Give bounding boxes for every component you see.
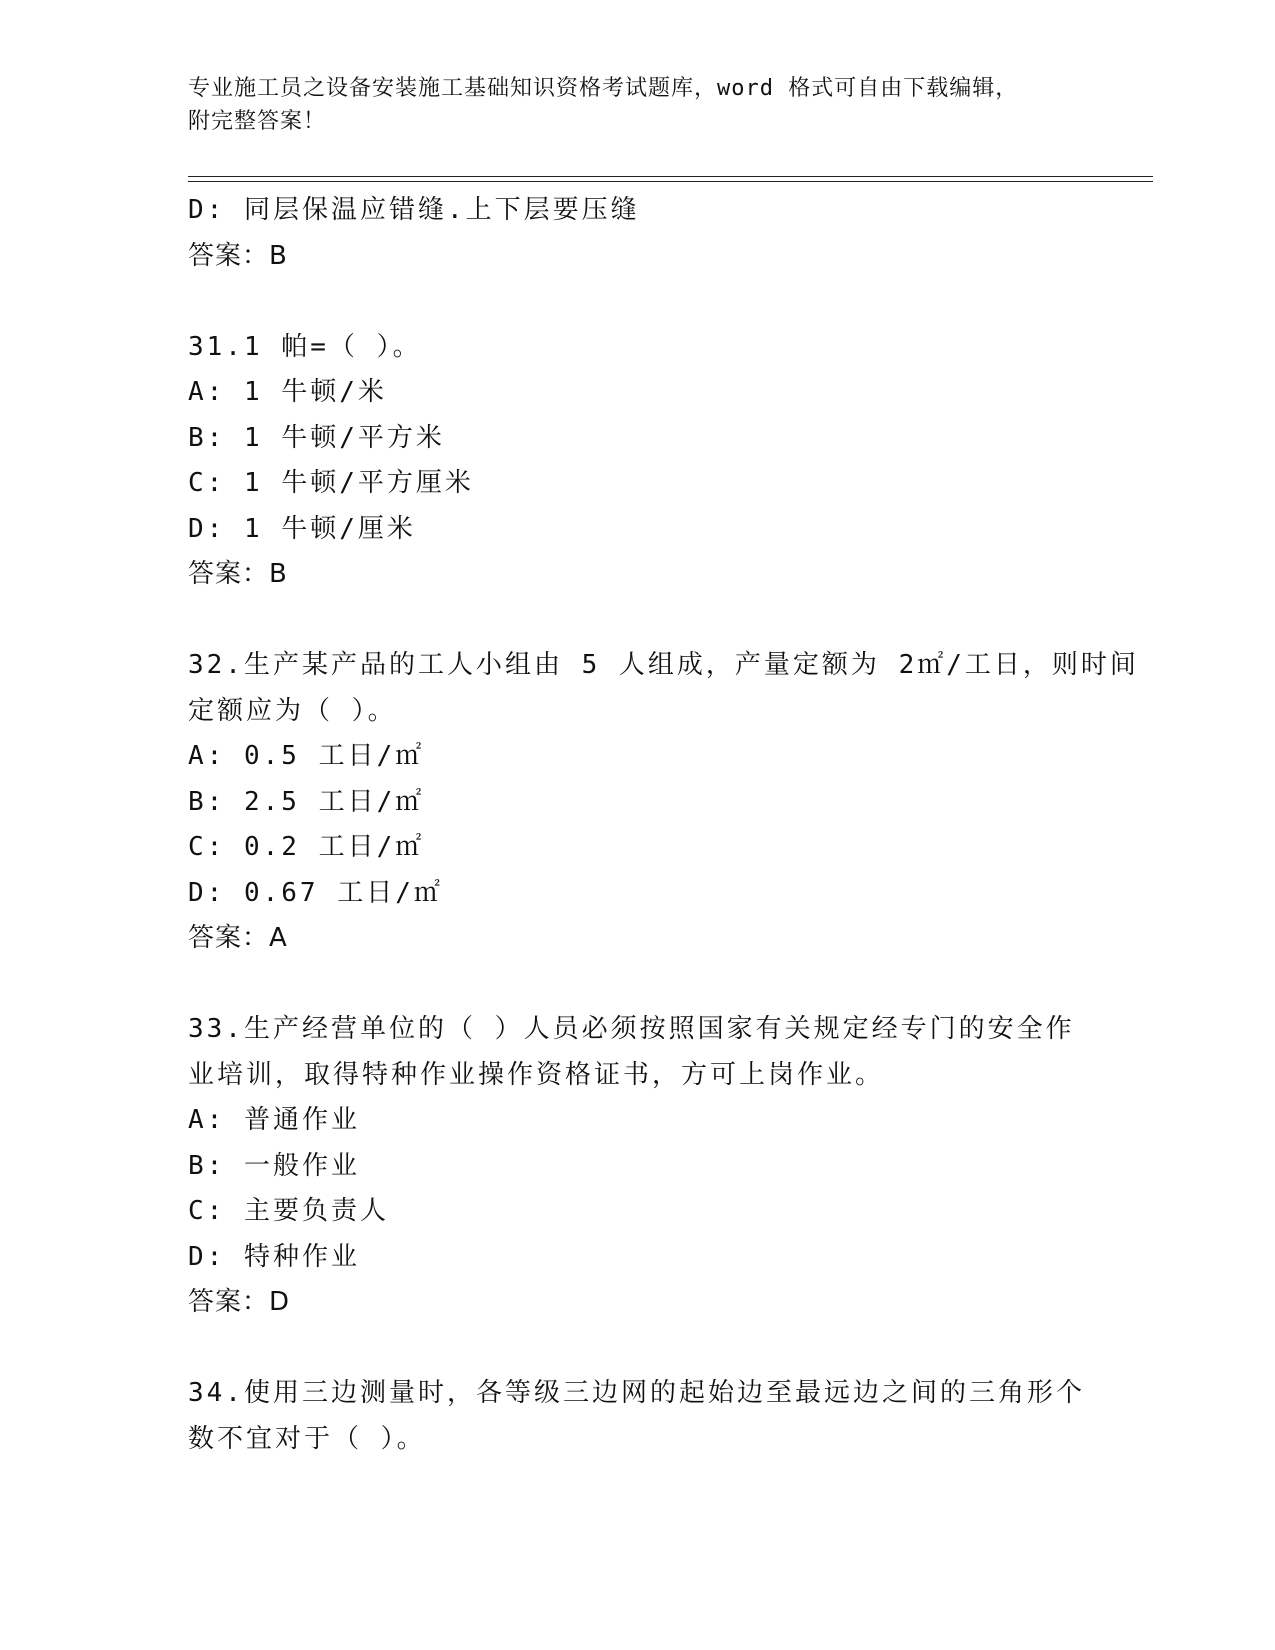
option-a: A: 1 牛顿/米 [188,377,387,407]
question-33 [188,1007,1088,1326]
spacer [188,598,1088,644]
option-c: C: 1 牛顿/平方厘米 [188,468,474,498]
option-d: D: 特种作业 [188,1241,360,1272]
carryover-answer: 答案：B [188,240,288,271]
option-a: A: 0.5 工日/㎡ [188,741,425,771]
question-stem-line-1: 33.生产经营单位的（ ）人员必须按照国家有关规定经专门的安全作 [188,1014,1075,1044]
answer: 答案：B [188,559,288,589]
option-c: C: 主要负责人 [188,1196,389,1226]
question-stem-line-2: 定额应为（ ）。 [188,695,397,726]
option-b: B: 2.5 工日/㎡ [188,786,425,817]
header-divider-bottom [188,181,1153,182]
answer: 答案：A [188,923,288,953]
question-list [188,188,1139,1462]
spacer [188,1326,1088,1372]
question-stem-line-1: 34.使用三边测量时，各等级三边网的起始边至最远边之间的三角形个 [188,1378,1085,1408]
question-32 [188,643,1139,962]
option-c: C: 0.2 工日/㎡ [188,832,425,862]
carryover-option-d: D: 同层保温应错缝.上下层要压缝 [188,195,640,225]
option-b: B: 1 牛顿/平方米 [188,422,445,453]
question-stem-line-1: 32.生产某产品的工人小组由 5 人组成，产量定额为 2㎡/工日，则时间 [188,650,1139,680]
spacer [188,279,1088,325]
option-d: D: 1 牛顿/厘米 [188,513,416,544]
question-34 [188,1371,1088,1462]
answer: 答案：D [188,1287,291,1317]
question-stem: 31.1 帕=（ ）。 [188,331,422,362]
header-line-1: 专业施工员之设备安装施工基础知识资格考试题库，word 格式可自由下载编辑， [188,76,1019,101]
spacer [188,962,1088,1008]
question-31 [188,325,1088,598]
option-b: B: 一般作业 [188,1150,360,1181]
option-d: D: 0.67 工日/㎡ [188,877,443,908]
header-line-2: 附完整答案！ [188,109,327,134]
option-a: A: 普通作业 [188,1105,360,1135]
header-divider-top [188,176,1153,177]
document-header [188,72,1088,138]
question-stem-line-2: 数不宜对于（ ）。 [188,1423,426,1454]
question-stem-line-2: 业培训，取得特种作业操作资格证书，方可上岗作业。 [188,1059,885,1090]
